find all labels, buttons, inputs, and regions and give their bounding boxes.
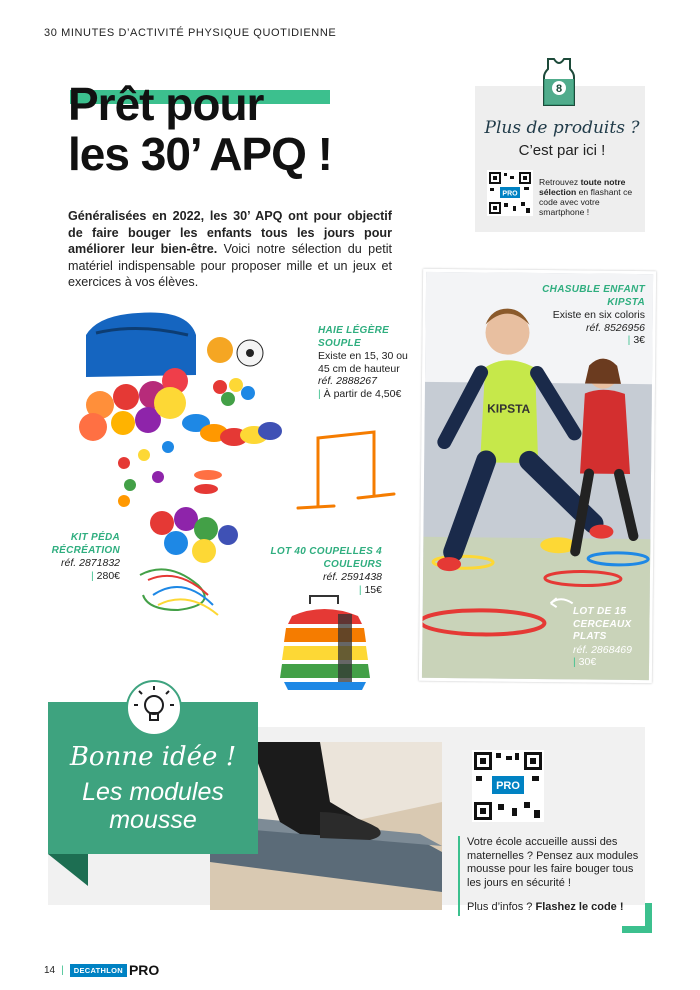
product-ref: réf. 2871832: [61, 557, 120, 569]
jersey-icon: [540, 57, 578, 107]
product-ref: réf. 2888267: [318, 375, 377, 387]
coupelles-illustration: [278, 594, 373, 692]
product-price: | 30€: [573, 656, 653, 669]
product-ref: réf. 8526956: [586, 321, 645, 334]
tip-script-heading: Bonne idée !: [69, 742, 237, 772]
intro-rest: Voici notre sélection du petit matériel indispensable pour proposer mille et un jeux et exercices à vos élèves.: [68, 242, 392, 289]
title-suffix: !: [305, 128, 333, 180]
product-name: CHASUBLE ENFANT KIPSTA: [542, 284, 645, 308]
haie-illustration: [290, 424, 400, 514]
promo-subheading: C’est par ici !: [518, 142, 606, 159]
product-coupelles: [270, 546, 382, 596]
promo-text-suffix: en flashant ce code avec votre smartphone !: [539, 187, 633, 217]
promo-text: [539, 177, 644, 217]
bib-text: KIPSTA: [487, 401, 531, 416]
product-name: KIT PÉDA RÉCRÉATION: [51, 532, 120, 556]
product-price: | À partir de 4,50€: [318, 388, 418, 401]
tip-more-prefix: Plus d’infos ?: [467, 901, 536, 913]
product-price: | 3€: [530, 334, 645, 347]
promo-text-prefix: Retrouvez: [539, 177, 581, 187]
title-highlight: 30’ APQ: [140, 128, 306, 180]
decathlon-logo: DECATHLON: [70, 964, 127, 977]
corner-mark: [622, 903, 652, 933]
intro-paragraph: [68, 208, 392, 291]
product-cerceaux: [573, 606, 653, 669]
tip-text-accent: [458, 836, 460, 916]
product-name: LOT DE 15 CERCEAUX PLATS: [573, 606, 632, 642]
jersey-number: 8: [555, 83, 563, 95]
section-label: 30 MINUTES D’ACTIVITÉ PHYSIQUE QUOTIDIENNE: [44, 27, 337, 39]
product-chasuble: [530, 284, 645, 347]
page-footer: [44, 962, 159, 978]
qr-code-small[interactable]: [487, 170, 533, 216]
qr-code-large[interactable]: [472, 750, 544, 822]
product-ref: réf. 2868469: [573, 643, 632, 656]
tip-fold: [48, 854, 88, 886]
qr-small-label: PRO: [502, 190, 518, 198]
intro-bold: Généralisées en 2022, les 30’ APQ ont pour objectif de faire bouger les enfants tous les jours pour améliorer leur bien-être.: [68, 209, 392, 256]
product-price: | 15€: [270, 584, 382, 597]
tip-more-bold: Flashez le code !: [535, 901, 624, 913]
tip-title: Les modules mousse: [82, 778, 224, 834]
title-line-1: Prêt pour: [68, 78, 264, 130]
qr-large-label: PRO: [496, 780, 520, 792]
title-prefix: les: [68, 128, 141, 180]
title-line-2: [68, 130, 332, 178]
kit-recreation-illustration: [78, 305, 283, 635]
footer-separator: |: [61, 964, 64, 976]
product-name: LOT 40 COUPELLES 4 COULEURS: [270, 546, 382, 570]
product-kit: [40, 532, 120, 582]
product-haie: [318, 325, 418, 400]
product-name: HAIE LÉGÈRE SOUPLE: [318, 325, 390, 349]
product-desc: Existe en 15, 30 ou 45 cm de hauteur: [318, 350, 408, 375]
product-desc: Existe en six coloris: [552, 309, 645, 321]
tip-more-info: [467, 901, 647, 913]
tip-text: Votre école accueille aussi des maternelles ? Pensez aux modules mousse pour les faire bouger tous les jours en sécurité !: [467, 836, 639, 889]
product-ref: réf. 2591438: [323, 571, 382, 583]
promo-text-bold: toute notre sélection: [539, 177, 626, 197]
product-price: | 280€: [40, 570, 120, 583]
lightbulb-icon: [126, 680, 182, 736]
page-number: 14: [44, 964, 56, 976]
promo-heading: Plus de produits ?: [484, 118, 640, 138]
decathlon-pro-label: PRO: [128, 962, 160, 978]
